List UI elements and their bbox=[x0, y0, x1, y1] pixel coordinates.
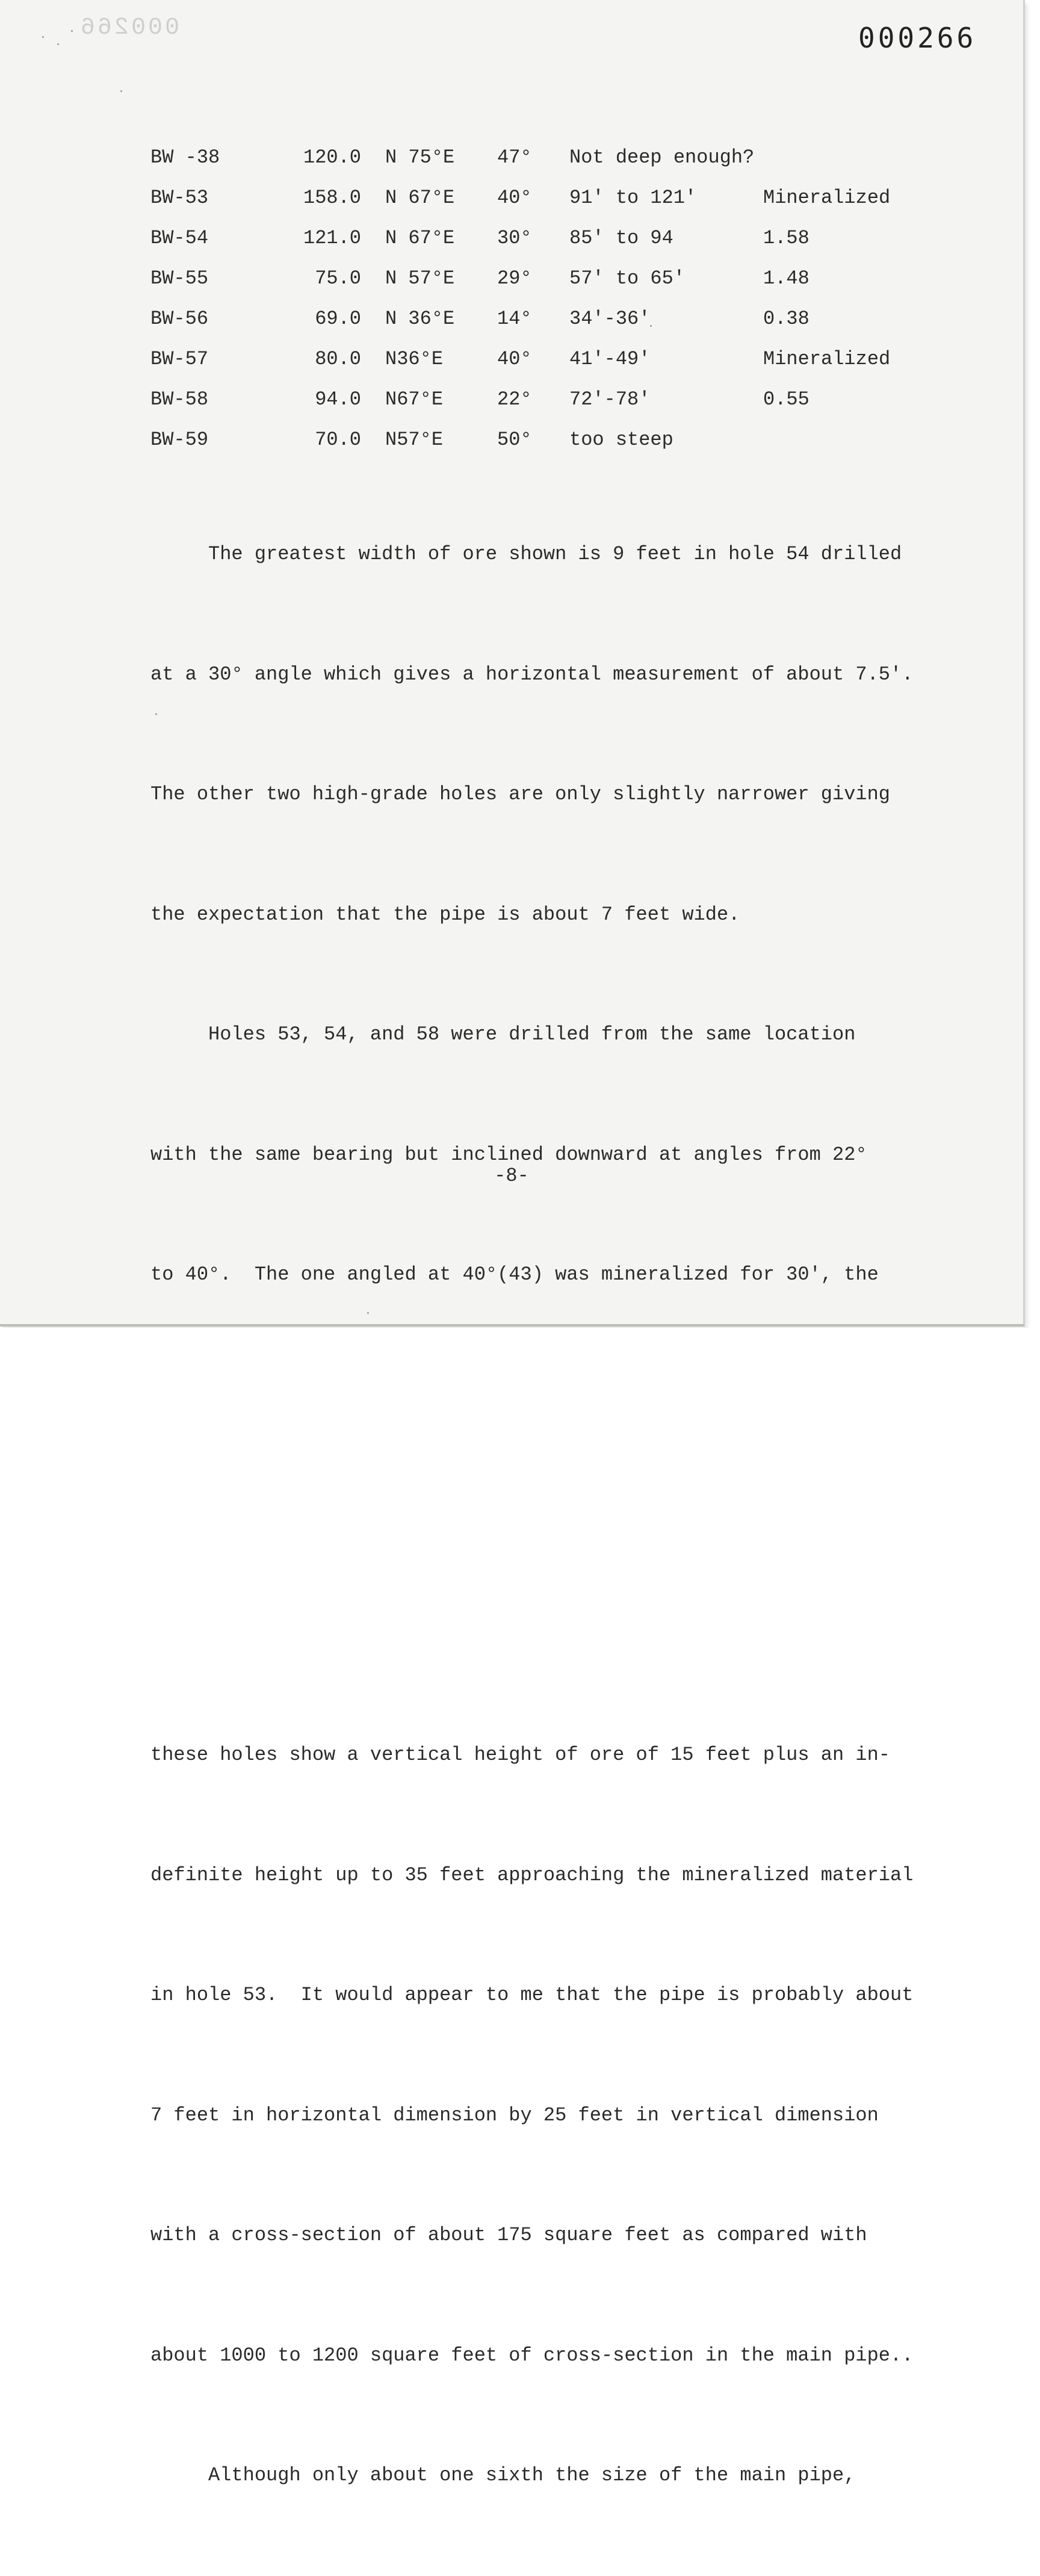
table-row bbox=[150, 299, 920, 339]
bleed-through-number: 000266 bbox=[78, 14, 180, 42]
text-line: in hole 53. It would appear to me that the pipe is probably about bbox=[150, 1984, 914, 2006]
scan-speck bbox=[42, 36, 44, 38]
ore-interval: 85' to 94 bbox=[569, 227, 673, 249]
scan-speck bbox=[71, 30, 73, 32]
text-line: about 1000 to 1200 square feet of cross-section in the main pipe.. bbox=[150, 2344, 914, 2367]
text-line: The greatest width of ore shown is 9 feet in hole 54 drilled bbox=[150, 543, 902, 565]
hole-bearing: N 57°E bbox=[385, 267, 455, 289]
page-number: -8- bbox=[494, 1165, 529, 1187]
hole-depth: 158.0 bbox=[303, 187, 361, 209]
ore-interval: 41'-49' bbox=[569, 348, 651, 370]
hole-depth: 120.0 bbox=[303, 146, 361, 169]
hole-bearing: N67°E bbox=[385, 388, 444, 410]
text-line: with the same bearing but inclined downward at angles from 22° bbox=[150, 1143, 867, 1166]
hole-id: BW-55 bbox=[150, 267, 209, 289]
table-row bbox=[150, 178, 920, 218]
hole-bearing: N 75°E bbox=[385, 146, 455, 169]
scan-speck bbox=[120, 90, 122, 92]
hole-angle: 30° bbox=[497, 227, 532, 249]
hole-angle: 22° bbox=[497, 388, 532, 410]
hole-bearing: N 67°E bbox=[385, 187, 455, 209]
assay-result bbox=[763, 137, 920, 178]
assay-result: Mineralized bbox=[763, 348, 891, 370]
text-line: The other two high-grade holes are only slightly narrower giving bbox=[150, 783, 890, 805]
table-row bbox=[150, 379, 920, 420]
text-line: 7 feet in horizontal dimension by 25 feet in vertical dimension bbox=[150, 2104, 879, 2126]
table-row bbox=[150, 339, 920, 379]
text-line: the expectation that the pipe is about 7 feet wide. bbox=[150, 903, 740, 926]
hole-id: BW -38 bbox=[150, 146, 220, 169]
table-row bbox=[150, 420, 920, 460]
hole-angle: 29° bbox=[497, 267, 532, 289]
text-line: Although only about one sixth the size of the main pipe, bbox=[150, 2464, 856, 2486]
text-line: Holes 53, 54, and 58 were drilled from the same location bbox=[150, 1023, 856, 1045]
hole-angle: 14° bbox=[497, 308, 532, 330]
hole-depth: 80.0 bbox=[315, 348, 361, 370]
hole-id: BW-53 bbox=[150, 187, 209, 209]
text-line: these holes show a vertical height of ore of 15 feet plus an in- bbox=[150, 1744, 890, 1766]
hole-bearing: N 36°E bbox=[385, 308, 455, 330]
hole-depth: 121.0 bbox=[303, 227, 361, 249]
document-stamp-number: 000266 bbox=[858, 22, 977, 54]
assay-result: Mineralized bbox=[763, 187, 891, 209]
assay-result: 1.48 bbox=[763, 267, 809, 289]
text-line: to 40°. The one angled at 40°(43) was mineralized for 30', the bbox=[150, 1263, 879, 1286]
hole-angle: 47° bbox=[497, 146, 532, 169]
text-line: definite height up to 35 feet approaching the mineralized material bbox=[150, 1863, 914, 1886]
table-row bbox=[150, 258, 920, 299]
hole-depth: 94.0 bbox=[315, 388, 361, 410]
table-row bbox=[150, 218, 920, 258]
text-line: with a cross-section of about 175 square feet as compared with bbox=[150, 2224, 867, 2246]
blank-scan-area bbox=[0, 1328, 1040, 1685]
assay-result bbox=[763, 420, 920, 460]
hole-angle: 40° bbox=[497, 187, 532, 209]
text-line: at a 30° angle which gives a horizontal measurement of about 7.5'. bbox=[150, 663, 914, 686]
hole-angle: 50° bbox=[497, 429, 532, 451]
hole-depth: 70.0 bbox=[315, 429, 361, 451]
hole-id: BW-54 bbox=[150, 227, 209, 249]
ore-interval: too steep bbox=[569, 429, 673, 451]
hole-bearing: N36°E bbox=[385, 348, 444, 370]
scan-speck bbox=[57, 43, 59, 45]
table-row bbox=[150, 137, 920, 178]
ore-interval: Not deep enough? bbox=[569, 146, 755, 169]
hole-id: BW-57 bbox=[150, 348, 209, 370]
ore-interval: 57' to 65' bbox=[569, 267, 686, 289]
hole-id: BW-58 bbox=[150, 388, 209, 410]
assay-result: 1.58 bbox=[763, 227, 809, 249]
ore-interval: 91' to 121' bbox=[569, 187, 697, 209]
ore-interval: 34'-36' bbox=[569, 308, 651, 330]
assay-result: 0.38 bbox=[763, 308, 809, 330]
hole-bearing: N57°E bbox=[385, 429, 444, 451]
hole-id: BW-59 bbox=[150, 429, 209, 451]
hole-id: BW-56 bbox=[150, 308, 209, 330]
drill-hole-table bbox=[150, 137, 920, 460]
hole-angle: 40° bbox=[497, 348, 532, 370]
hole-depth: 75.0 bbox=[315, 267, 361, 289]
hole-depth: 69.0 bbox=[315, 308, 361, 330]
assay-result: 0.55 bbox=[763, 388, 809, 410]
hole-bearing: N 67°E bbox=[385, 227, 455, 249]
ore-interval: 72'-78' bbox=[569, 388, 651, 410]
